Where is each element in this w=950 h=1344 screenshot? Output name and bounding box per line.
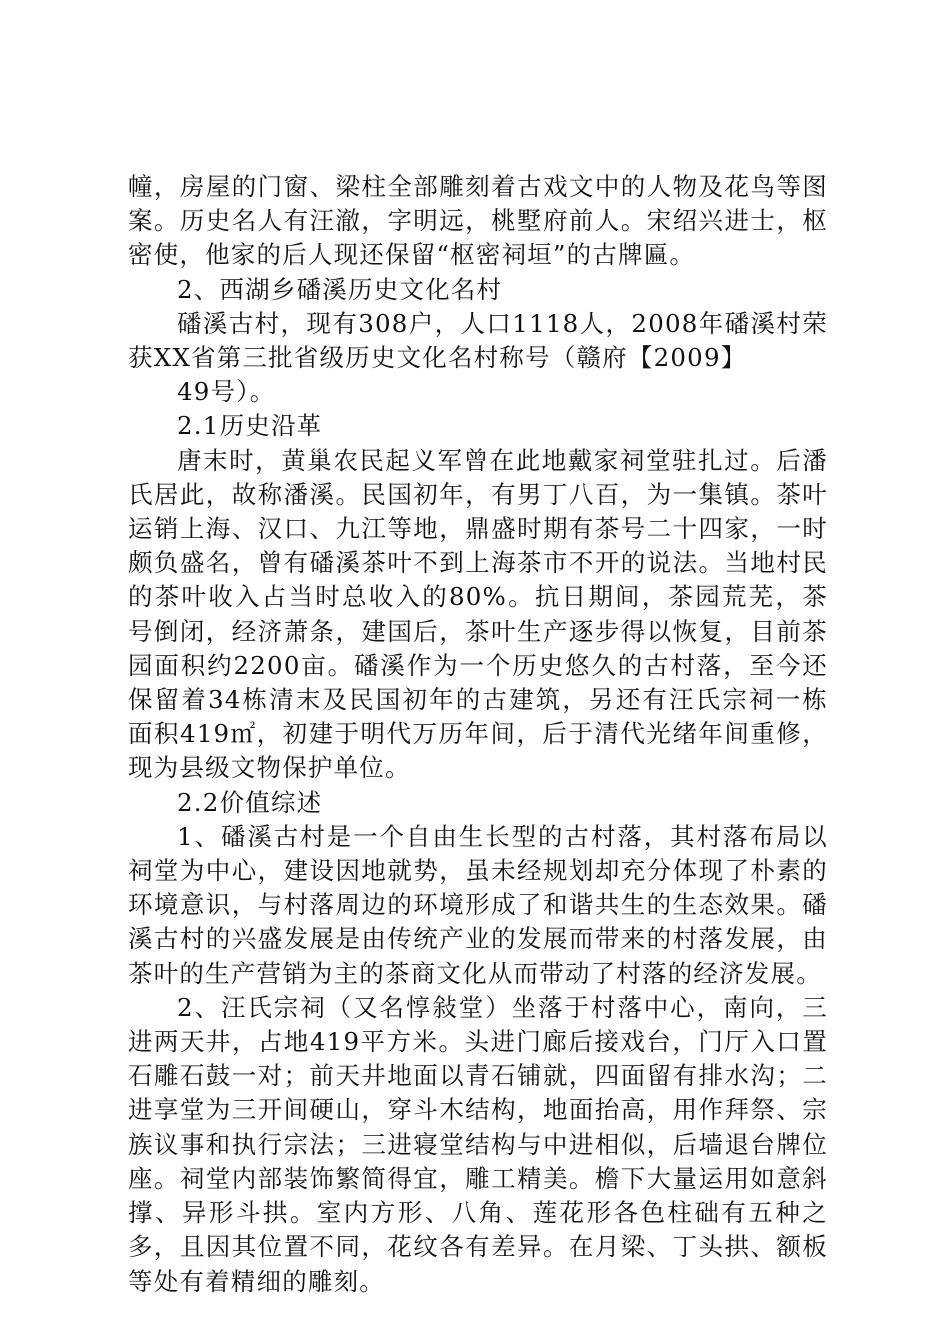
section-heading-history: 2.1历史沿革 xyxy=(177,411,323,441)
document-body xyxy=(128,170,828,1299)
section-heading-value-summary: 2.2价值综述 xyxy=(177,787,323,817)
paragraph-value-1: 1、磻溪古村是一个自由生长型的古村落，其村落布局以祠堂为中心，建设因地就势，虽未经规划却充分体现了朴素的环境意识，与村落周边的环境形成了和谐共生的生态效果。磻溪古村的兴盛发展是由传统产业的发展而带来的村落发展，由茶叶的生产营销为主的茶商文化从而带动了村落的经济发展。 xyxy=(128,821,828,988)
paragraph-continuation: 幢，房屋的门窗、梁柱全部雕刻着古戏文中的人物及花鸟等图案。历史名人有汪澈，字明远，桃墅府前人。宋绍兴进士，枢密使，他家的后人现还保留“枢密祠垣”的古牌匾。 xyxy=(128,172,828,270)
paragraph-value-2: 2、汪氏宗祠（又名惇敍堂）坐落于村落中心，南向，三进两天井，占地419平方米。头进门廊后接戏台，门厅入口置石雕石鼓一对；前天井地面以青石铺就，四面留有排水沟；二进享堂为三开间硬山，穿斗木结构，地面抬高，用作拜祭、宗族议事和执行宗法；三进寝堂结构与中进相似，后墙退台牌位座。祠堂内部装饰繁简得宜，雕工精美。檐下大量运用如意斜撑、异形斗拱。室内方形、八角、莲花形各色柱础有五种之多，且因其位置不同，花纹各有差异。在月梁、丁头拱、额板等处有着精细的雕刻。 xyxy=(128,992,828,1296)
paragraph-village-overview: 磻溪古村，现有308户，人口1118人，2008年磻溪村荣获XX省第三批省级历史文化名村称号（赣府【2009】 xyxy=(128,308,828,373)
paragraph-document-number: 49号）。 xyxy=(177,377,276,407)
paragraph-history: 唐末时，黄巢农民起义军曾在此地戴家祠堂驻扎过。后潘氏居此，故称潘溪。民国初年，有男丁八百，为一集镇。茶叶运销上海、汉口、九江等地，鼎盛时期有茶号二十四家，一时颇负盛名，曾有磻溪茶叶不到上海茶市不开的说法。当地村民的茶叶收入占当时总收入的80%。抗日期间，茶园荒芜，茶号倒闭，经济萧条，建国后，茶叶生产逐步得以恢复，目前茶园面积约2200亩。磻溪作为一个历史悠久的古村落，至今还保留着34栋清末及民国初年的古建筑，另还有汪氏宗祠一栋面积419㎡，初建于明代万历年间，后于清代光绪年间重修，现为县级文物保护单位。 xyxy=(128,445,828,783)
section-heading-panxi-village: 2、西湖乡磻溪历史文化名村 xyxy=(177,274,503,304)
